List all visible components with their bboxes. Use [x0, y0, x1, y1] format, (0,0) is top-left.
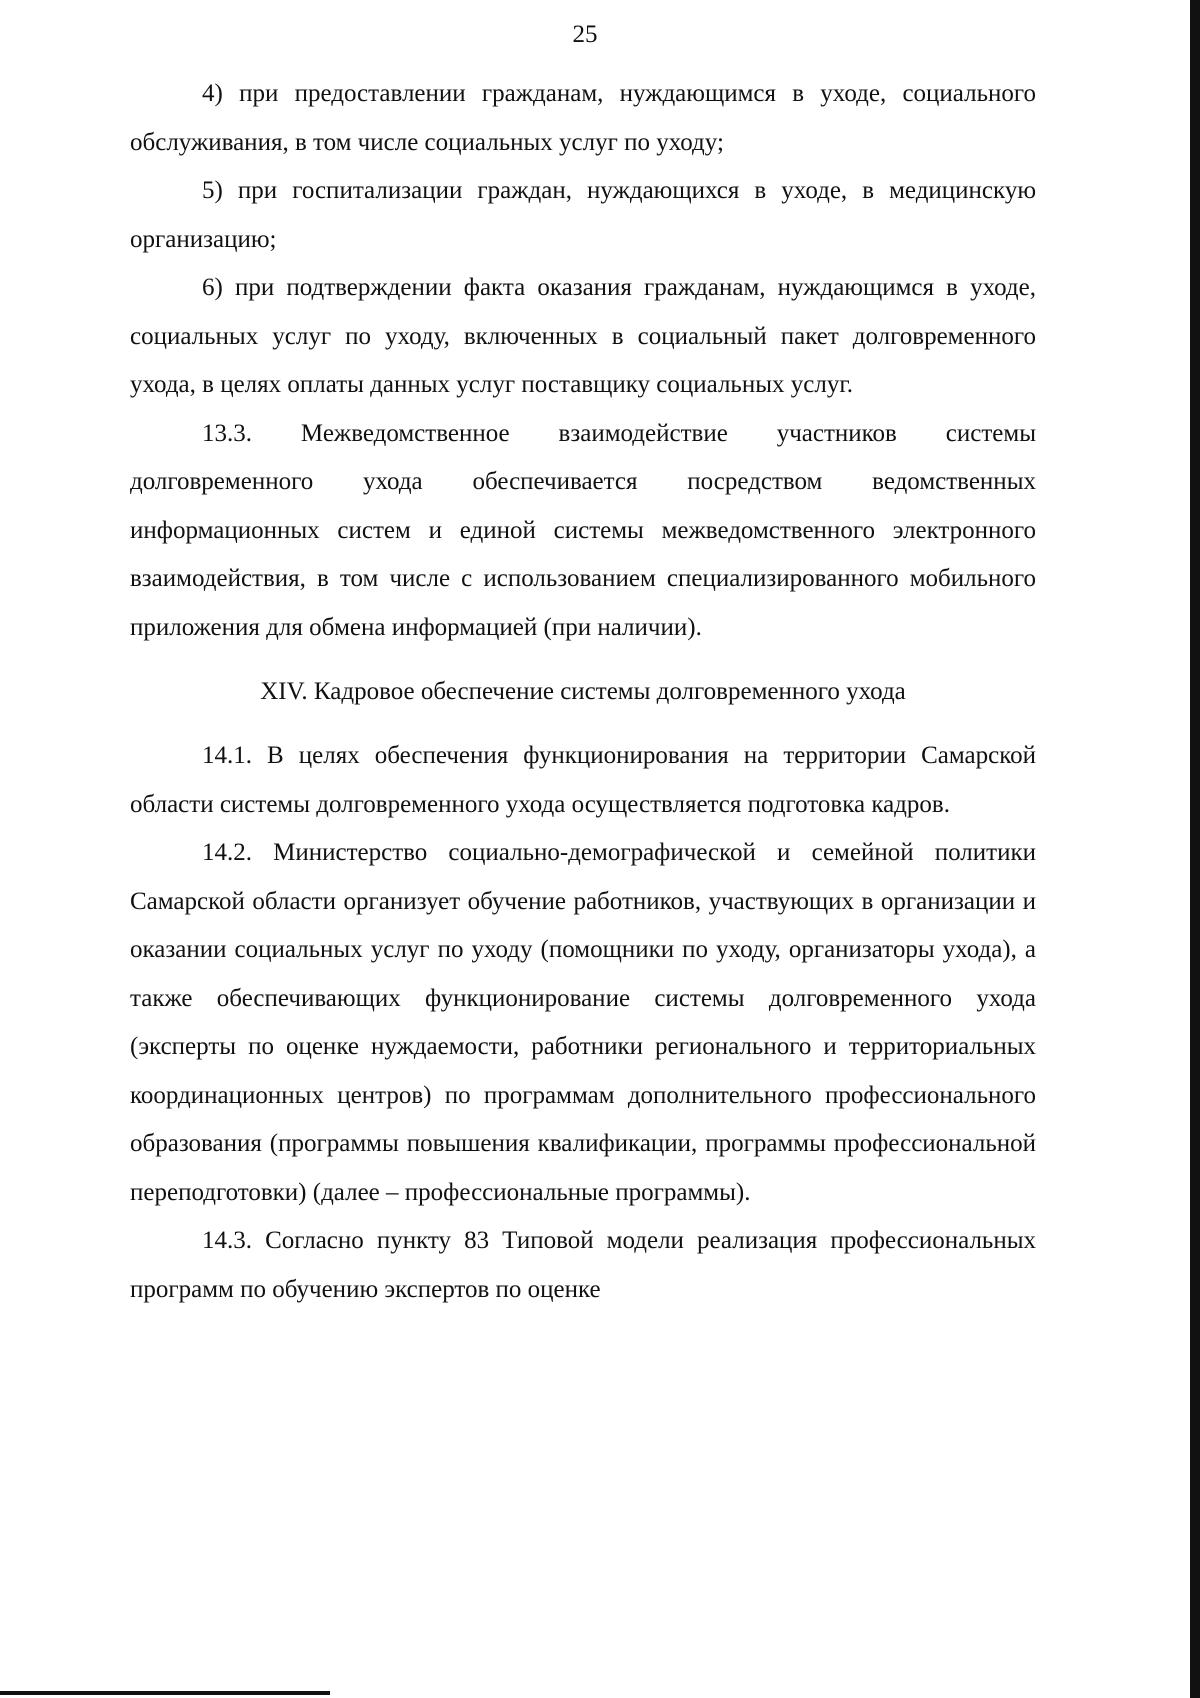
- page-number: 25: [572, 21, 598, 48]
- scan-bottom-edge-line: [0, 1691, 330, 1695]
- paragraph-14-3: 14.3. Согласно пункту 83 Типовой модели реализация профессиональных программ по обучению экспертов по оценке: [130, 1227, 1036, 1303]
- paragraph-item-4: 4) при предоставлении гражданам, нуждающимся в уходе, социального обслуживания, в том числе социальных услуг по уходу;: [130, 80, 1036, 156]
- paragraph-item-5: 5) при госпитализации граждан, нуждающихся в уходе, в медицинскую организацию;: [130, 177, 1036, 253]
- document-body: [130, 70, 1036, 1314]
- paragraph-item-6: 6) при подтверждении факта оказания гражданам, нуждающимся в уходе, социальных услуг по уходу, включенных в социальный пакет долговременного ухода, в целях оплаты данных услуг поставщику социальных услуг.: [130, 274, 1036, 398]
- paragraph-13-3: 13.3. Межведомственное взаимодействие участников системы долговременного ухода обеспечивается посредством ведомственных информационных систем и единой системы межведомственного электронного взаимодействия, в том числе с использованием специализированного мобильного приложения для обмена информацией (при наличии).: [130, 419, 1036, 641]
- scan-right-edge-border: [1190, 0, 1200, 1698]
- section-heading: XIV. Кадровое обеспечение системы долговременного ухода: [260, 678, 906, 705]
- paragraph-14-2: 14.2. Министерство социально-демографической и семейной политики Самарской области организует обучение работников, участвующих в организации и оказании социальных услуг по уходу (помощники по уходу, организаторы ухода), а также обеспечивающих функционирование системы долговременного ухода (эксперты по оценке нуждаемости, работники регионального и территориальных координационных центров) по программам дополнительного профессионального образования (программы повышения квалификации, программы профессиональной переподготовки) (далее – профессиональные программы).: [130, 839, 1036, 1206]
- paragraph-14-1: 14.1. В целях обеспечения функционирования на территории Самарской области системы долговременного ухода осуществляется подготовка кадров.: [130, 742, 1036, 818]
